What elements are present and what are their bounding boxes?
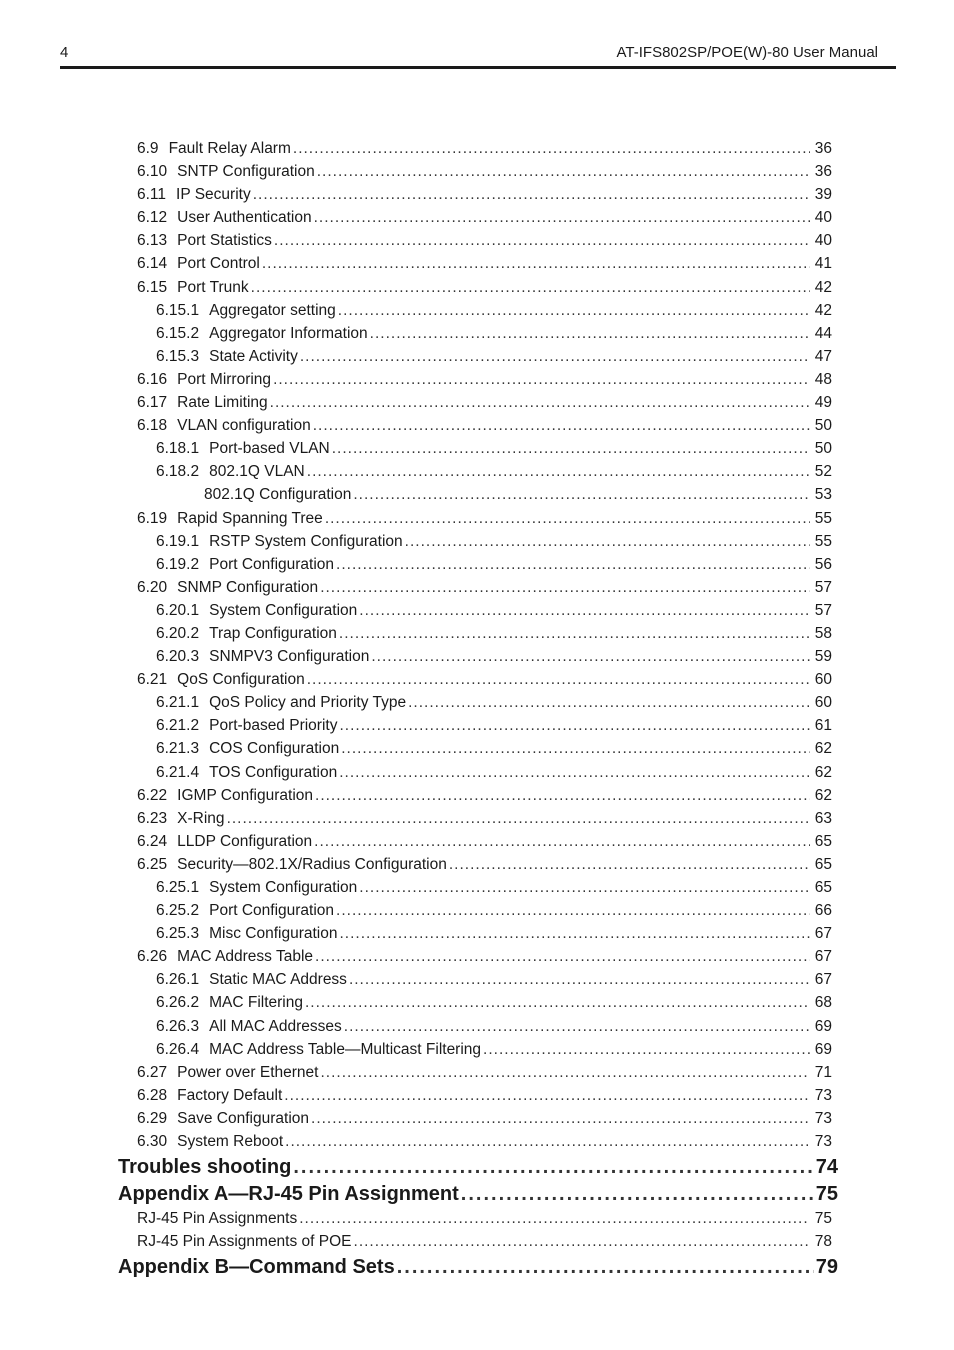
toc-entry-page: 75 xyxy=(815,1183,838,1206)
toc-entry-title: SNTP Configuration xyxy=(177,163,315,181)
toc-entry-title: Port Statistics xyxy=(177,232,272,250)
toc-entry-page: 49 xyxy=(814,394,832,412)
toc-entry-number: 6.25.2 xyxy=(156,902,200,920)
toc-entry-page: 65 xyxy=(814,832,832,850)
toc-dot-leader xyxy=(320,1064,810,1082)
toc-entry[interactable] xyxy=(0,186,832,209)
toc-dot-leader xyxy=(313,417,810,435)
toc-entry-title: RJ-45 Pin Assignments xyxy=(137,1210,298,1228)
toc-entry[interactable] xyxy=(0,1087,832,1110)
toc-entry-number: 6.28 xyxy=(137,1086,168,1104)
toc-entry[interactable] xyxy=(0,371,832,394)
toc-entry-number: 6.16 xyxy=(137,370,168,388)
toc-entry-number: 6.20.1 xyxy=(156,601,200,619)
toc-entry-page: 62 xyxy=(814,740,832,758)
toc-entry-title: X-Ring xyxy=(177,809,225,827)
toc-entry-title: QoS Configuration xyxy=(177,671,305,689)
toc-entry-number: 6.14 xyxy=(137,255,168,273)
toc-entry-number: 6.21.3 xyxy=(156,740,200,758)
toc-entry-number: 6.15.1 xyxy=(156,301,200,319)
toc-entry-number: 6.21.4 xyxy=(156,763,200,781)
toc-entry-title: Misc Configuration xyxy=(209,925,338,943)
toc-entry[interactable] xyxy=(0,209,832,232)
toc-entry-number: 6.17 xyxy=(137,394,168,412)
toc-entry-title: State Activity xyxy=(209,347,298,365)
toc-entry-title: Aggregator setting xyxy=(209,301,336,319)
toc-entry-page: 73 xyxy=(814,1109,832,1127)
toc-dot-leader xyxy=(461,1183,814,1206)
toc-dot-leader xyxy=(284,1087,810,1105)
toc-dot-leader xyxy=(339,925,810,943)
toc-entry[interactable] xyxy=(0,1110,832,1133)
toc-entry-title: SNMPV3 Configuration xyxy=(209,648,370,666)
toc-entry-title: 802.1Q Configuration xyxy=(204,486,352,504)
toc-entry-title: All MAC Addresses xyxy=(209,1017,342,1035)
toc-entry-number: 6.30 xyxy=(137,1133,168,1151)
toc-entry[interactable] xyxy=(0,694,832,717)
toc-entry-number: 6.19 xyxy=(137,509,168,527)
toc-dot-leader xyxy=(253,186,810,204)
toc-entry-page: 42 xyxy=(814,301,832,319)
toc-dot-leader xyxy=(349,971,810,989)
toc-dot-leader xyxy=(449,856,810,874)
toc-entry[interactable] xyxy=(0,163,832,186)
toc-entry-page: 57 xyxy=(814,601,832,619)
toc-entry-title: IP Security xyxy=(176,186,251,204)
toc-entry[interactable] xyxy=(0,1018,832,1041)
toc-dot-leader xyxy=(371,648,810,666)
toc-entry-page: 58 xyxy=(814,624,832,642)
toc-entry-title: Port-based VLAN xyxy=(209,440,330,458)
toc-entry-title: Port Control xyxy=(177,255,260,273)
toc-entry-page: 68 xyxy=(814,994,832,1012)
toc-entry-number: 6.12 xyxy=(137,209,168,227)
toc-entry-page: 75 xyxy=(814,1210,832,1228)
toc-dot-leader xyxy=(314,833,810,851)
toc-entry-number: 6.20 xyxy=(137,578,168,596)
toc-entry[interactable] xyxy=(0,417,832,440)
toc-entry-page: 52 xyxy=(814,463,832,481)
toc-entry-title: System Configuration xyxy=(209,879,358,896)
toc-entry[interactable] xyxy=(0,579,832,602)
toc-entry-number: 6.11 xyxy=(137,186,167,204)
toc-entry-title: Security—802.1X/Radius Configuration xyxy=(177,855,447,873)
toc-entry-page: 66 xyxy=(814,902,832,920)
toc-entry[interactable] xyxy=(0,279,832,302)
toc-entry-page: 60 xyxy=(814,694,832,712)
toc-entry[interactable] xyxy=(0,994,832,1017)
toc-entry[interactable] xyxy=(0,533,832,556)
toc-entry-title: User Authentication xyxy=(177,209,312,227)
toc-dot-leader xyxy=(285,1133,810,1151)
toc-entry[interactable] xyxy=(0,902,832,925)
toc-entry-number: 6.26.1 xyxy=(156,971,200,989)
toc-entry-title: LLDP Configuration xyxy=(177,832,313,850)
toc-dot-leader xyxy=(332,440,810,458)
toc-entry-title: Static MAC Address xyxy=(209,971,347,989)
toc-entry-title: MAC Filtering xyxy=(209,994,303,1012)
toc-dot-leader xyxy=(317,163,810,181)
toc-entry-page: 73 xyxy=(814,1086,832,1104)
toc-entry-page: 59 xyxy=(814,648,832,666)
toc-entry-number: 6.27 xyxy=(137,1063,168,1081)
toc-entry-page: 62 xyxy=(814,763,832,781)
toc-dot-leader xyxy=(270,394,810,412)
toc-entry-page: 40 xyxy=(814,232,832,250)
toc-entry-number: 6.18.1 xyxy=(156,440,200,458)
toc-dot-leader xyxy=(370,325,810,343)
toc-entry-title: System Configuration xyxy=(209,601,358,619)
toc-entry-title: Port Trunk xyxy=(177,278,249,296)
toc-entry[interactable] xyxy=(0,325,832,348)
toc-entry-page: 71 xyxy=(814,1063,832,1081)
toc-entry-page: 60 xyxy=(814,671,832,689)
toc-entry[interactable] xyxy=(0,510,832,533)
toc-entry-page: 55 xyxy=(814,509,832,527)
toc-entry-page: 39 xyxy=(814,186,832,204)
toc-entry-title: VLAN configuration xyxy=(177,417,311,435)
table-of-contents xyxy=(0,140,954,1283)
toc-entry[interactable] xyxy=(0,486,832,509)
toc-entry-number: 6.25.3 xyxy=(156,925,200,943)
toc-entry-title: Appendix A—RJ-45 Pin Assignment xyxy=(118,1183,459,1206)
toc-dot-leader xyxy=(359,879,810,897)
toc-entry[interactable] xyxy=(0,1233,832,1256)
toc-entry-number: 6.29 xyxy=(137,1109,168,1127)
toc-entry[interactable] xyxy=(0,879,832,902)
toc-entry-number: 6.19.2 xyxy=(156,555,200,573)
toc-entry-title: Port-based Priority xyxy=(209,717,338,735)
toc-entry-title: IGMP Configuration xyxy=(177,786,314,804)
toc-entry-page: 62 xyxy=(814,786,832,804)
toc-entry-page: 65 xyxy=(814,855,832,873)
toc-entry-page: 63 xyxy=(814,809,832,827)
toc-entry[interactable] xyxy=(0,302,832,325)
toc-entry-page: 36 xyxy=(814,163,832,181)
toc-dot-leader xyxy=(273,371,810,389)
toc-entry[interactable] xyxy=(0,394,832,417)
toc-entry-page: 78 xyxy=(814,1233,832,1251)
toc-dot-leader xyxy=(483,1041,810,1059)
toc-entry-page: 73 xyxy=(814,1133,832,1151)
toc-entry[interactable] xyxy=(0,671,832,694)
toc-entry[interactable] xyxy=(0,348,832,371)
toc-entry-page: 50 xyxy=(814,417,832,435)
toc-entry-number: 6.21 xyxy=(137,671,168,689)
toc-entry-title: MAC Address Table xyxy=(177,948,314,966)
toc-entry-page: 53 xyxy=(814,486,832,504)
toc-entry-page: 61 xyxy=(814,717,832,735)
toc-dot-leader xyxy=(338,302,810,320)
toc-entry-title: Aggregator Information xyxy=(209,324,368,342)
toc-dot-leader xyxy=(405,533,810,551)
toc-entry[interactable] xyxy=(0,648,832,671)
toc-entry-title: System Reboot xyxy=(177,1133,284,1151)
toc-dot-leader xyxy=(320,579,810,597)
toc-dot-leader xyxy=(293,140,810,158)
toc-dot-leader xyxy=(336,902,810,920)
toc-dot-leader xyxy=(336,556,810,574)
toc-entry-title: 802.1Q VLAN xyxy=(209,463,305,481)
toc-dot-leader xyxy=(341,740,810,758)
toc-dot-leader xyxy=(325,510,810,528)
toc-entry-page: 67 xyxy=(814,971,832,989)
toc-dot-leader xyxy=(315,787,810,805)
toc-entry-number: 6.13 xyxy=(137,232,168,250)
toc-entry-number: 6.23 xyxy=(137,809,168,827)
toc-dot-leader xyxy=(353,486,810,504)
toc-entry[interactable] xyxy=(0,717,832,740)
toc-dot-leader xyxy=(315,948,810,966)
page-number: 4 xyxy=(60,44,69,61)
toc-entry-page: 69 xyxy=(814,1040,832,1058)
toc-entry[interactable] xyxy=(0,1041,832,1064)
toc-entry-number: 6.10 xyxy=(137,163,168,181)
toc-dot-leader xyxy=(293,1156,813,1179)
toc-entry-number: 6.22 xyxy=(137,786,168,804)
toc-entry[interactable] xyxy=(0,787,832,810)
toc-entry[interactable] xyxy=(0,948,832,971)
toc-entry[interactable] xyxy=(0,602,832,625)
toc-dot-leader xyxy=(408,694,810,712)
toc-entry[interactable] xyxy=(0,810,832,833)
toc-entry-title: Port Configuration xyxy=(209,902,335,920)
toc-entry-number: 6.24 xyxy=(137,832,168,850)
toc-entry-number: 6.15.2 xyxy=(156,324,200,342)
toc-dot-leader xyxy=(339,764,810,782)
toc-entry[interactable] xyxy=(0,740,832,763)
toc-dot-leader xyxy=(251,279,810,297)
toc-entry[interactable] xyxy=(0,440,832,463)
toc-entry-title: TOS Configuration xyxy=(209,763,338,781)
toc-entry-title: Rapid Spanning Tree xyxy=(177,509,323,527)
toc-entry[interactable] xyxy=(0,1156,838,1183)
toc-entry-page: 67 xyxy=(814,925,832,943)
toc-entry-page: 69 xyxy=(814,1017,832,1035)
toc-entry[interactable] xyxy=(0,833,832,856)
toc-dot-leader xyxy=(227,810,810,828)
toc-entry-title: RJ-45 Pin Assignments of POE xyxy=(137,1233,352,1251)
toc-entry-page: 48 xyxy=(814,370,832,388)
toc-entry-title: Power over Ethernet xyxy=(177,1063,319,1081)
toc-entry-page: 55 xyxy=(814,532,832,550)
toc-entry-number: 6.9 xyxy=(137,140,159,157)
toc-entry-page: 42 xyxy=(814,278,832,296)
toc-dot-leader xyxy=(344,1018,810,1036)
toc-entry-title: Rate Limiting xyxy=(177,394,268,412)
toc-entry-number: 6.26 xyxy=(137,948,168,966)
toc-entry[interactable] xyxy=(0,856,832,879)
toc-dot-leader xyxy=(305,994,810,1012)
toc-dot-leader xyxy=(314,209,810,227)
toc-entry-number: 6.15 xyxy=(137,278,168,296)
toc-entry[interactable] xyxy=(0,463,832,486)
toc-entry-title: Save Configuration xyxy=(177,1109,310,1127)
toc-entry[interactable] xyxy=(0,625,832,648)
toc-dot-leader xyxy=(339,717,810,735)
toc-entry[interactable] xyxy=(0,764,832,787)
toc-entry-number: 6.18.2 xyxy=(156,463,200,481)
toc-dot-leader xyxy=(307,463,810,481)
toc-entry-title: MAC Address Table—Multicast Filtering xyxy=(209,1040,482,1058)
toc-entry-page: 36 xyxy=(814,140,832,157)
toc-entry-title: Trap Configuration xyxy=(209,624,337,642)
toc-entry-number: 6.20.3 xyxy=(156,648,200,666)
toc-entry-number: 6.20.2 xyxy=(156,624,200,642)
toc-entry-title: QoS Policy and Priority Type xyxy=(209,694,407,712)
toc-entry-title: SNMP Configuration xyxy=(177,578,319,596)
toc-dot-leader xyxy=(311,1110,810,1128)
toc-entry-number: 6.19.1 xyxy=(156,532,200,550)
toc-entry-page: 44 xyxy=(814,324,832,342)
toc-entry[interactable] xyxy=(0,925,832,948)
toc-dot-leader xyxy=(307,671,810,689)
toc-entry[interactable] xyxy=(0,140,832,163)
toc-entry-page: 67 xyxy=(814,948,832,966)
toc-entry[interactable] xyxy=(0,1064,832,1087)
toc-dot-leader xyxy=(262,255,810,273)
toc-entry-number: 6.26.4 xyxy=(156,1040,200,1058)
toc-entry[interactable] xyxy=(0,971,832,994)
toc-entry-page: 56 xyxy=(814,555,832,573)
toc-dot-leader xyxy=(300,348,810,366)
toc-entry-page: 47 xyxy=(814,347,832,365)
toc-entry-page: 50 xyxy=(814,440,832,458)
toc-entry-title: Appendix B—Command Sets xyxy=(118,1256,395,1279)
toc-entry-number: 6.25 xyxy=(137,855,168,873)
toc-entry-page: 74 xyxy=(815,1156,838,1179)
toc-entry[interactable] xyxy=(0,556,832,579)
page-header xyxy=(60,42,896,66)
toc-entry-title: COS Configuration xyxy=(209,740,340,758)
toc-entry[interactable] xyxy=(0,255,832,278)
toc-dot-leader xyxy=(339,625,810,643)
toc-entry-page: 57 xyxy=(814,578,832,596)
toc-dot-leader xyxy=(359,602,810,620)
manual-title: AT-IFS802SP/POE(W)-80 User Manual xyxy=(616,44,878,61)
toc-entry-title: RSTP System Configuration xyxy=(209,532,403,550)
toc-entry[interactable] xyxy=(0,1210,832,1233)
toc-entry[interactable] xyxy=(0,1256,838,1283)
toc-entry-page: 40 xyxy=(814,209,832,227)
toc-entry-page: 41 xyxy=(814,255,832,273)
toc-entry-number: 6.26.2 xyxy=(156,994,200,1012)
toc-entry-number: 6.25.1 xyxy=(156,879,200,896)
toc-entry-page: 65 xyxy=(814,879,832,896)
toc-entry[interactable] xyxy=(0,1183,838,1210)
toc-entry-title: Fault Relay Alarm xyxy=(168,140,291,157)
toc-entry-title: Port Mirroring xyxy=(177,370,272,388)
header-rule xyxy=(60,66,896,69)
toc-dot-leader xyxy=(274,232,810,250)
toc-entry-number: 6.21.1 xyxy=(156,694,200,712)
toc-entry[interactable] xyxy=(0,232,832,255)
toc-entry-number: 6.18 xyxy=(137,417,168,435)
toc-entry-title: Troubles shooting xyxy=(118,1156,292,1179)
toc-entry-number: 6.26.3 xyxy=(156,1017,200,1035)
toc-entry[interactable] xyxy=(0,1133,832,1156)
toc-entry-title: Factory Default xyxy=(177,1086,283,1104)
toc-dot-leader xyxy=(397,1256,814,1279)
toc-dot-leader xyxy=(354,1233,810,1251)
toc-entry-number: 6.21.2 xyxy=(156,717,200,735)
toc-entry-number: 6.15.3 xyxy=(156,347,200,365)
toc-entry-page: 79 xyxy=(815,1256,838,1279)
toc-dot-leader xyxy=(299,1210,810,1228)
toc-entry-title: Port Configuration xyxy=(209,555,335,573)
